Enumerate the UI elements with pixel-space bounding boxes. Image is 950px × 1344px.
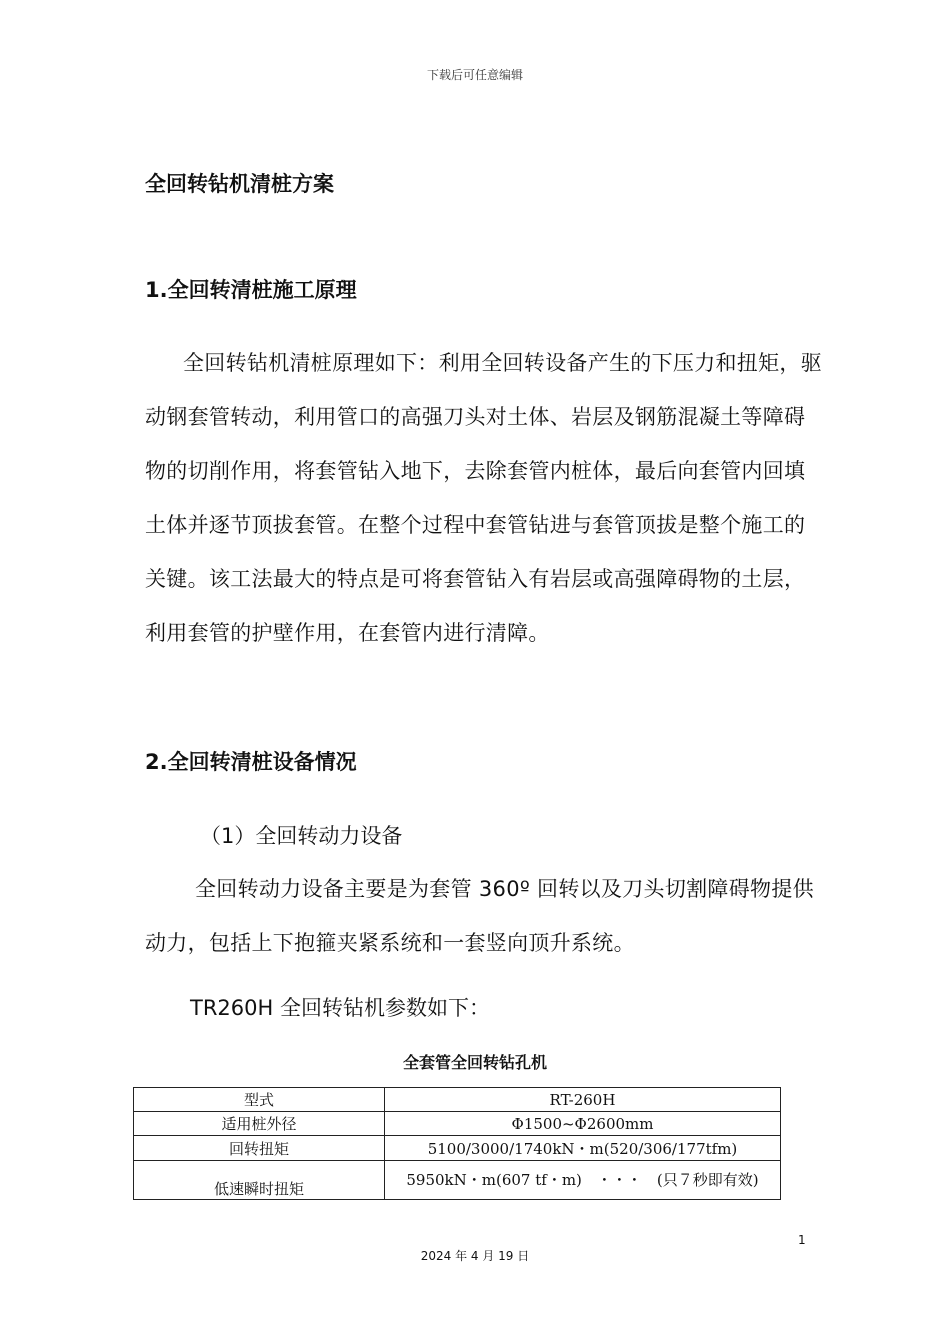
principle-paragraph: 全回转钻机清桩原理如下：利用全回转设备产生的下压力和扭矩，驱动钢套管转动，利用管口的高强刀头对土体、岩层及钢筋混凝土等障碍物的切削作用，将套管钻入地下，去除套管内桩体，最后向套管内回填土体并逐节顶拔套管。在整个过程中套管钻进与套管顶拔是整个施工的关键。该工法最大的特点是可将套管钻入有岩层或高强障碍物的土层，利用套管的护壁作用，在套管内进行清障。 [145, 351, 822, 645]
table-cell-value: 5950kN・m(607 tf・m) ・・・ (只７秒即有效) [385, 1161, 781, 1200]
table-row [134, 1136, 781, 1161]
spec-table [133, 1087, 781, 1200]
header-note: 下载后可任意编辑 [426, 68, 523, 82]
section-heading-equipment: 2.全回转清桩设备情况 [145, 750, 357, 774]
table-cell-value: 5100/3000/1740kN・m(520/306/177tfm) [385, 1136, 781, 1161]
table-row [134, 1088, 781, 1112]
table-caption: 全套管全回转钻孔机 [402, 1053, 547, 1072]
table-row [134, 1161, 781, 1200]
table-cell-value: RT-260H [385, 1088, 781, 1112]
subheading-power-equipment: （1）全回转动力设备 [200, 824, 403, 848]
table-cell-label: 低速瞬时扭矩 [134, 1161, 385, 1200]
page-number: 1 [798, 1233, 806, 1247]
document-title: 全回转钻机清桩方案 [145, 172, 334, 196]
table-cell-label: 适用桩外径 [134, 1112, 385, 1136]
footer-date: 2024 年 4 月 19 日 [420, 1249, 530, 1263]
params-intro: TR260H 全回转钻机参数如下： [190, 996, 490, 1020]
table-cell-label: 回转扭矩 [134, 1136, 385, 1161]
section-heading-principle: 1.全回转清桩施工原理 [145, 278, 357, 302]
table-row [134, 1112, 781, 1136]
table-cell-value: Φ1500~Φ2600mm [385, 1112, 781, 1136]
table-cell-label: 型式 [134, 1088, 385, 1112]
power-equipment-paragraph: 全回转动力设备主要是为套管 360º 回转以及刀头切割障碍物提供动力，包括上下抱箍夹紧系统和一套竖向顶升系统。 [145, 877, 814, 955]
